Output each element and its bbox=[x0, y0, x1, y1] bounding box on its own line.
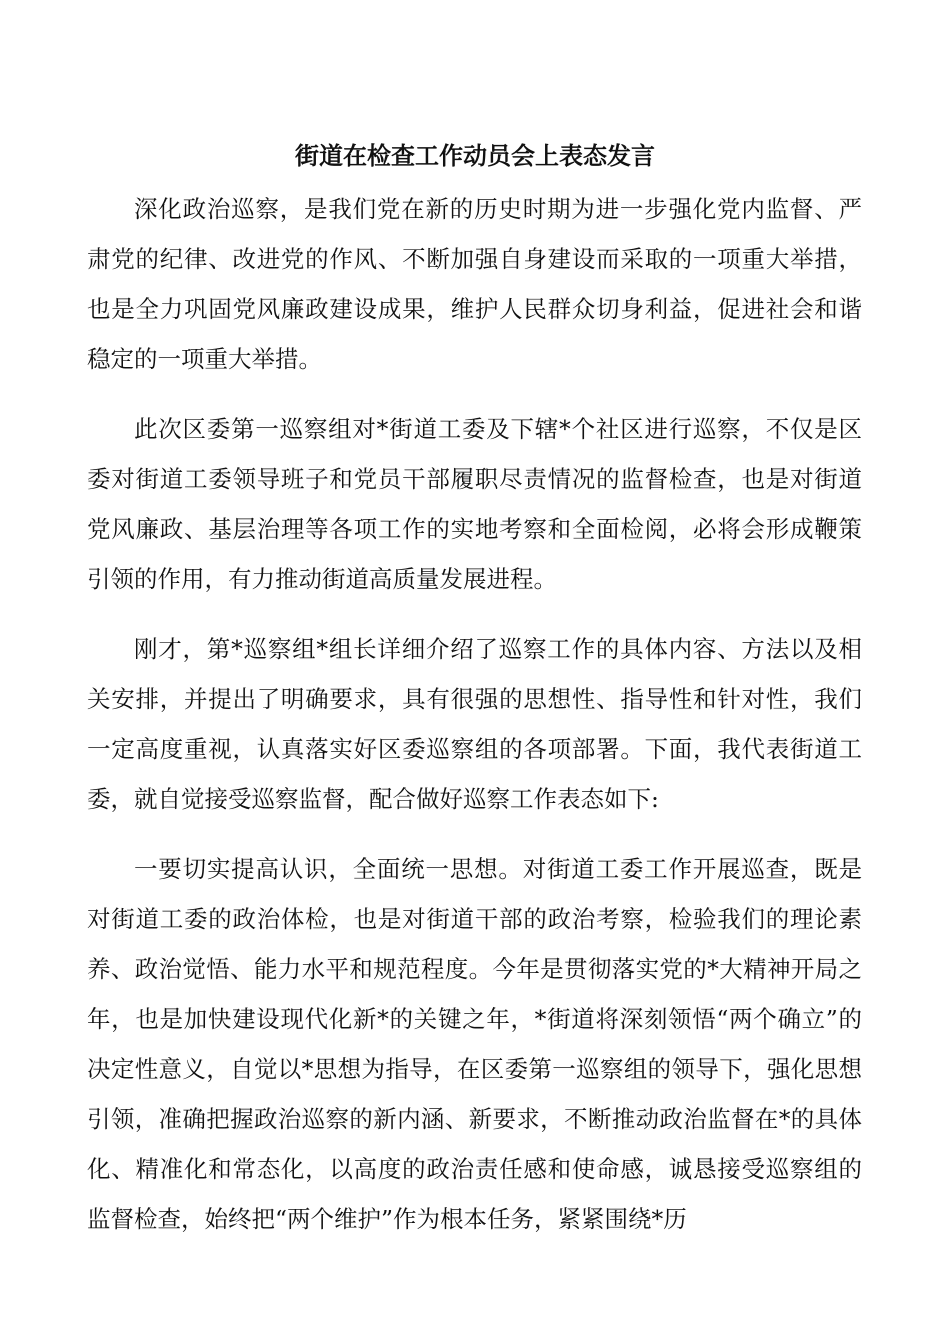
document-title: 街道在检查工作动员会上表态发言 bbox=[295, 141, 655, 170]
document-body bbox=[87, 184, 862, 1264]
paragraph: 刚才，第*巡察组*组长详细介绍了巡察工作的具体内容、方法以及相关安排，并提出了明确要求，具有很强的思想性、指导性和针对性，我们一定高度重视，认真落实好区委巡察组的各项部署。下面，我代表街道工委，就自觉接受巡察监督，配合做好巡察工作表态如下: bbox=[87, 635, 862, 813]
paragraph: 此次区委第一巡察组对*街道工委及下辖*个社区进行巡察，不仅是区委对街道工委领导班子和党员干部履职尽责情况的监督检查，也是对街道党风廉政、基层治理等各项工作的实地考察和全面检阅，必将会形成鞭策引领的作用，有力推动街道高质量发展进程。 bbox=[87, 415, 862, 593]
paragraph: 一要切实提高认识，全面统一思想。对街道工委工作开展巡查，既是对街道工委的政治体检，也是对街道干部的政治考察，检验我们的理论素养、政治觉悟、能力水平和规范程度。今年是贯彻落实党的*大精神开局之年，也是加快建设现代化新*的关键之年，*街道将深刻领悟“两个确立”的决定性意义，自觉以*思想为指导，在区委第一巡察组的领导下，强化思想引领，准确把握政治巡察的新内涵、新要求，不断推动政治监督在*的具体化、精准化和常态化，以高度的政治责任感和使命感，诚恳接受巡察组的监督检查，始终把“两个维护”作为根本任务，紧紧围绕*历 bbox=[87, 855, 862, 1233]
paragraph: 深化政治巡察，是我们党在新的历史时期为进一步强化党内监督、严肃党的纪律、改进党的作风、不断加强自身建设而采取的一项重大举措，也是全力巩固党风廉政建设成果，维护人民群众切身利益，促进社会和谐稳定的一项重大举措。 bbox=[87, 195, 862, 373]
